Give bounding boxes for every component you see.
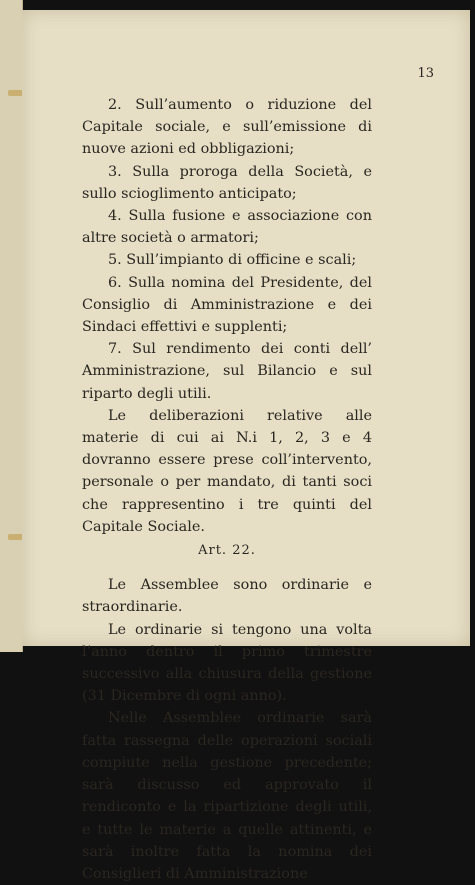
paragraph: Le deliberazioni relative alle materie di cui ai N.i 1, 2, 3 e 4 dovranno essere prese coll’intervento, personale o per mandato, di tanti soci che rappresentino i tre quinti del Capitale Sociale. — [82, 407, 372, 535]
body-text — [82, 94, 372, 885]
paragraph: Nelle Assemblee ordinarie sarà fatta rassegna delle operazioni sociali compiute nella gestione precedente; sarà discusso ed approvato il rendiconto e la ripartizione degli utili, e tutte le materie a quelle attinenti, e sarà inoltre fatta la nomina dei Consiglieri di Amministrazione — [82, 710, 372, 882]
page-number: 13 — [417, 66, 434, 81]
paragraph: Le ordinarie si tengono una volta l’anno dentro il primo trimestre successivo alla chiusura della gestione (31 Dicembre di ogni anno). — [82, 621, 372, 705]
paragraph: 6. Sulla nomina del Presidente, del Consiglio di Amministrazione e dei Sindaci effettivi e supplenti; — [82, 274, 372, 336]
paragraph: 5. Sull’impianto di officine e scali; — [108, 252, 357, 269]
paragraph: 7. Sul rendimento dei conti dell’ Amministrazione, sul Bilancio e sul riparto degli utili. — [82, 341, 372, 402]
article-heading: Art. 22. — [198, 543, 256, 559]
paragraph: 4. Sulla fusione e associazione con altre società o armatori; — [82, 208, 372, 247]
paragraph: 3. Sulla proroga della Società, e sullo scioglimento anticipato; — [82, 163, 372, 202]
paragraph: 2. Sull’aumento o riduzione del Capitale sociale, e sull’emissione di nuove azioni ed obbligazioni; — [82, 97, 372, 158]
paragraph: Le Assemblee sono ordinarie e straordinarie. — [82, 577, 372, 616]
book-gutter — [0, 0, 23, 652]
